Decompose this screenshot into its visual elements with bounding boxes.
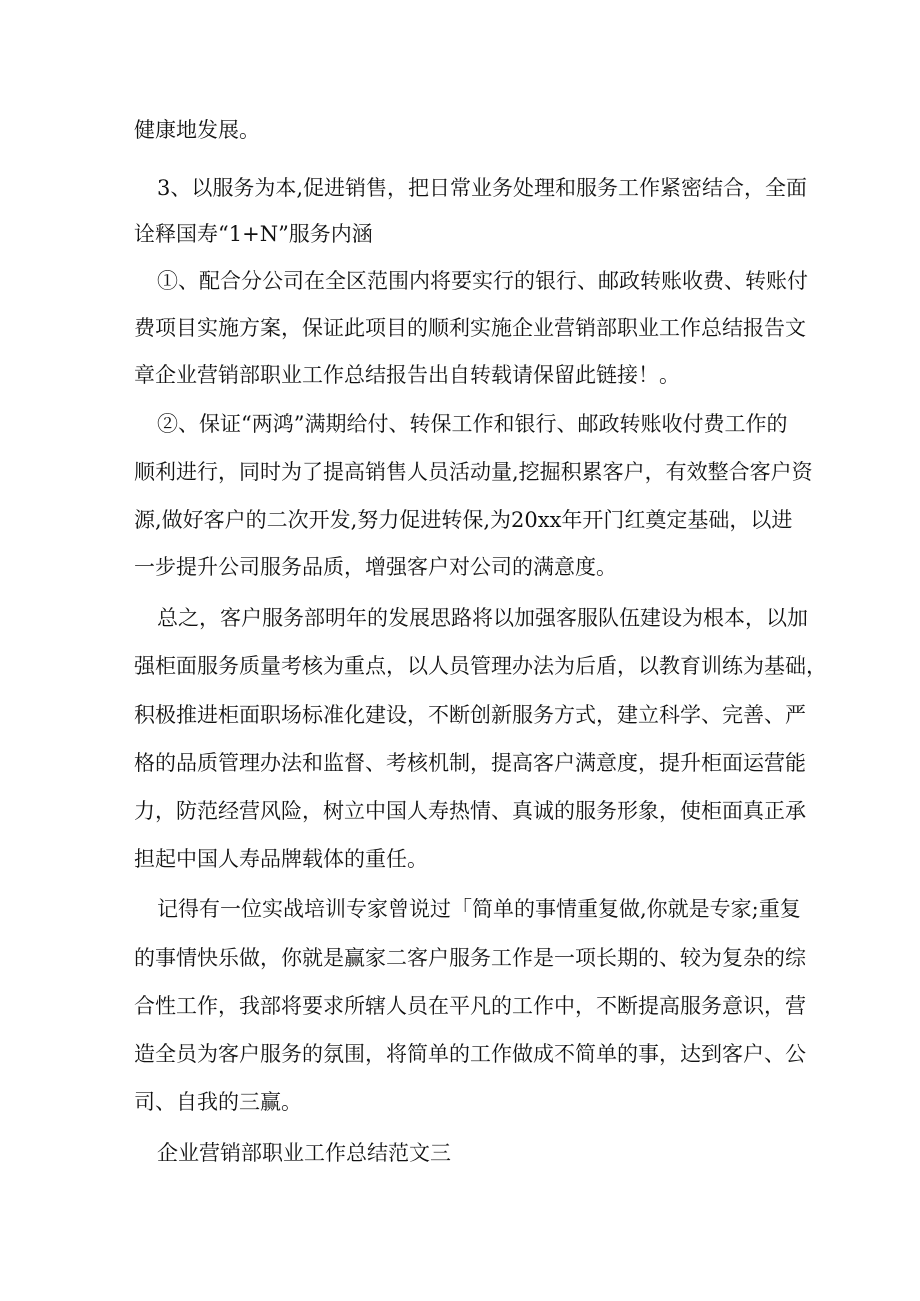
text-line: 源,做好客户的二次开发,努力促进转保,为20xx年开门红奠定基础，以进: [134, 508, 793, 532]
text-line: 费项目实施方案，保证此项目的顺利实施企业营销部职业工作总结报告文: [134, 316, 806, 340]
text-line: 顺利进行，同时为了提高销售人员活动量,挖掘积累客户，有效整合客户资: [134, 460, 813, 484]
text-line: 格的品质管理办法和监督、考核机制，提高客户满意度，提升柜面运营能: [134, 751, 806, 775]
text-line: 健康地发展。: [134, 118, 260, 142]
text-line: 强柜面服务质量考核为重点，以人员管理办法为后盾，以教育训练为基础，: [134, 654, 827, 678]
section-title: 企业营销部职业工作总结范文三: [157, 1141, 451, 1165]
text-line: 3、以服务为本,促进销售，把日常业务处理和服务工作紧密结合，全面: [157, 176, 808, 200]
text-line: 章企业营销部职业工作总结报告出自转载请保留此链接！。: [134, 363, 680, 387]
text-line: 记得有一位实战培训专家曾说过「简单的事情重复做,你就是专家;重复: [157, 897, 801, 921]
text-line: 造全员为客户服务的氛围，将简单的工作做成不简单的事，达到客户、公: [134, 1042, 806, 1066]
text-line: ②、保证“两鸿”满期给付、转保工作和银行、邮政转账收付费工作的: [157, 412, 788, 436]
text-line: ①、配合分公司在全区范围内将要实行的银行、邮政转账收费、转账付: [157, 269, 808, 293]
text-line: 司、自我的三赢。: [134, 1090, 302, 1114]
text-line: 合性工作，我部将要求所辖人员在平凡的工作中，不断提高服务意识，营: [134, 994, 806, 1018]
text-line: 总之，客户服务部明年的发展思路将以加强客服队伍建设为根本，以加: [157, 606, 808, 630]
text-line: 积极推进柜面职场标准化建设，不断创新服务方式，建立科学、完善、严: [134, 703, 806, 727]
text-line: 诠释国寿“1+N”服务内涵: [134, 222, 373, 246]
text-line: 力，防范经营风险，树立中国人寿热情、真诚的服务形象，使柜面真正承: [134, 799, 806, 823]
text-line: 的事情快乐做，你就是赢家二客户服务工作是一项长期的、较为复杂的综: [134, 946, 806, 970]
text-line: 一步提升公司服务品质，增强客户对公司的满意度。: [134, 555, 617, 579]
text-line: 担起中国人寿品牌载体的重任。: [134, 847, 428, 871]
